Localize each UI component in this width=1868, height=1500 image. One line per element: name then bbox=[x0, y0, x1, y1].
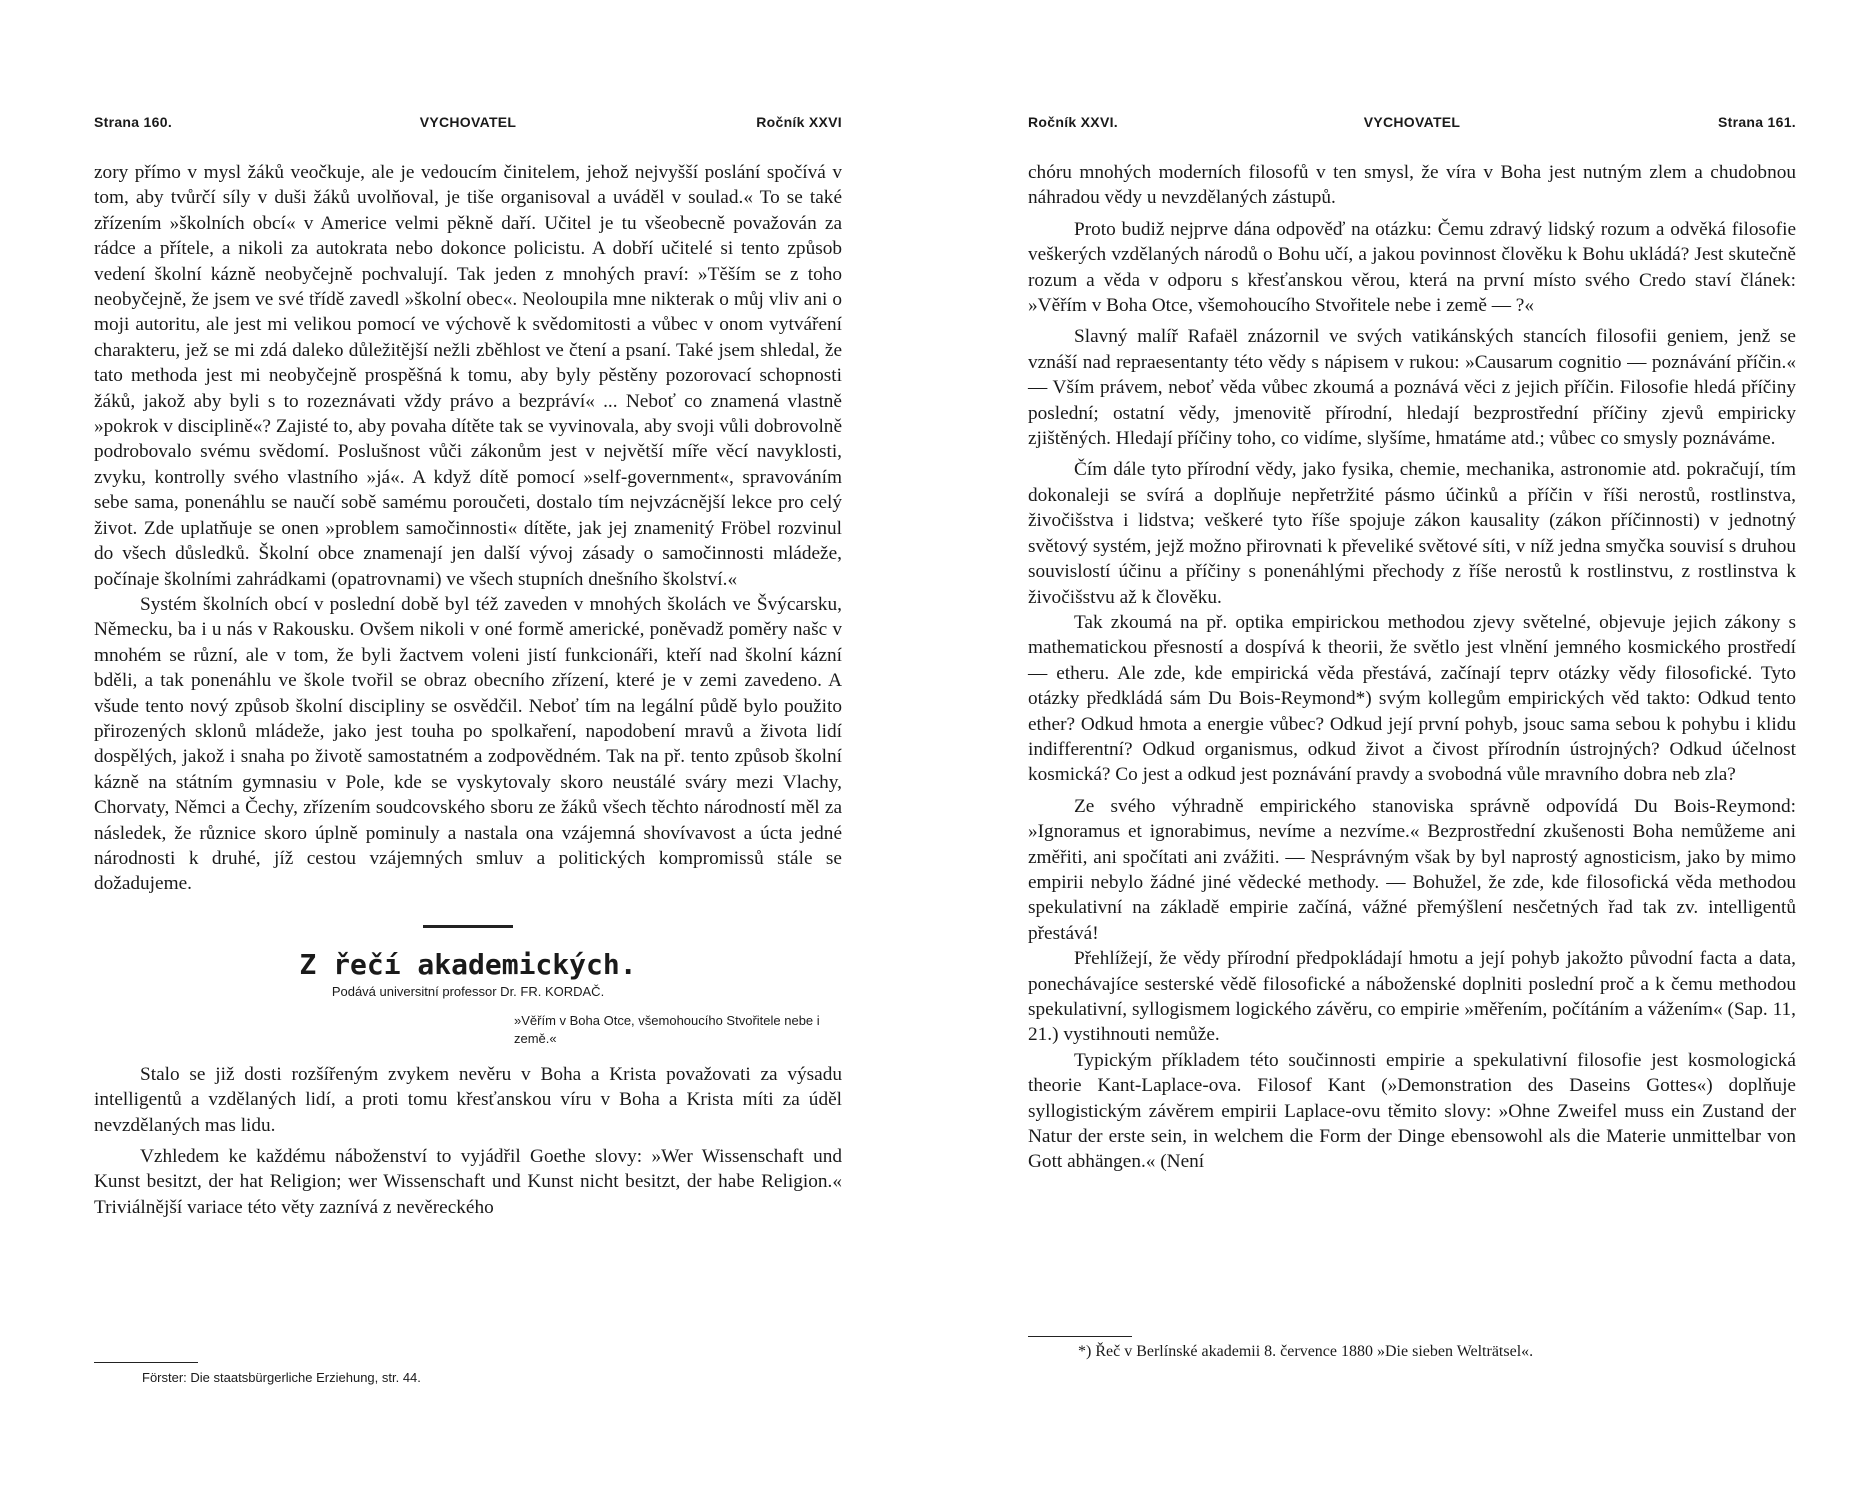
section-title: Z řečí akademických. bbox=[299, 947, 637, 981]
right-footnote-rule bbox=[1028, 1336, 1132, 1337]
left-volume: Ročník XXVI bbox=[756, 114, 842, 130]
left-body-text bbox=[94, 160, 842, 1220]
left-footnote: Förster: Die staatsbürgerliche Erziehung, str. 44. bbox=[142, 1370, 421, 1385]
right-paragraph-3: Slavný malíř Rafaël znázornil ve svých vatikánských stancích filosofii geniem, jenž se vznáší nad repraesentanty této vědy s nápisem v rukou: »Causarum cognitio — poznávání příčin.« — Vším právem, neboť věda vůbec zkoumá a poznává věci z jejich příčin. Filosofie hledá příčiny poslední; ostatní vědy, jmenovitě přírodní, hledají bezprostřední příčiny zjevů empiricky zjištěných. Hledají příčiny toho, co vidíme, slyšíme, hmatáme atd.; vůbec co smysly poznáváme. bbox=[1028, 326, 1796, 450]
left-journal-title: VYCHOVATEL bbox=[419, 114, 517, 130]
left-page-number: Strana 160. bbox=[94, 114, 173, 130]
section-epigraph: »Věřím v Boha Otce, všemohoucího Stvořitele nebe i země.« bbox=[514, 1012, 820, 1046]
right-body-text bbox=[1028, 160, 1796, 1175]
right-page bbox=[1022, 0, 1802, 1500]
left-paragraph-3: Stalo se již dosti rozšířeným zvykem nevěru v Boha a Krista považovati za výsadu intelligentů a vzdělaných lidí, a proti tomu křesťanskou víru v Boha a Krista míti za úděl nevzdělaných mas lidu. bbox=[94, 1063, 842, 1136]
right-paragraph-8: Typickým příkladem této součinnosti empirie a spekulativní filosofie jest kosmologická theorie Kant-Laplace-ova. Filosof Kant (»Demonstration des Daseins Gottes«) doplňuje syllogistickým závěrem empirii Laplace-ovu těmito slovy: »Ohne Zweifel muss ein Zustand der Natur der erste sein, in welchem die Form der Dinge ebensowohl als die Materie unmittelbar von Gott abhängen.« (Není bbox=[1028, 1049, 1796, 1173]
right-volume: Ročník XXVI. bbox=[1028, 114, 1118, 130]
left-paragraph-2: Systém školních obcí v poslední době byl též zaveden v mnohých školách ve Švýcarsku, Německu, ba i u nás v Rakousku. Ovšem nikoli v oné formě americké, poněvadž poměry našc v mnohém se různí, ale v tom, že byli žactvem voleni jistí funkcionáři, kteří nad školní kázní bděli, a tak ponenáhlu ve škole tvořil se obraz obecního zřízení, které je v zemi zavedeno. A všude tento nový způsob školní discipliny se osvědčil. Neboť tím na legální půdě bylo použito přirozených sklonů mládeže, jako jest touha po spolkaření, napodobení mravů a života lidí dospělých, jakož i snaha po životě samostatném a zodpovědném. Tak na př. tento způsob školní kázně na státním gymnasiu v Pole, kde se vyskytovaly skoro neustálé sváry mezi Vlachy, Chorvaty, Němci a Čechy, zřízením soudcovského sboru ze žáků všech těchto národností měl za následek, že různice skoro úplně pominuly a nastala ona vzájemná shovívavost a úcta jedné národnosti k druhé, jíž cestou vzájemných smluv a politických kompromissů stále se dožadujeme. bbox=[94, 593, 842, 895]
left-paragraph-4: Vzhledem ke každému náboženství to vyjádřil Goethe slovy: »Wer Wissenschaft und Kunst besitzt, der hat Religion; wer Wissenschaft und Kunst nicht besitzt, der habe Religion.« Triviálnější variace této věty zaznívá z nevěreckého bbox=[94, 1146, 842, 1218]
left-paragraph-1: zory přímo v mysl žáků veočkuje, ale je vedoucím činitelem, jehož nejvyšší poslání spočívá v tom, aby tvůrčí síly v duši žáků uvolňoval, je tiše organisoval a uváděl v soulad.« To se také zřízením »školních obcí« v Americe velmi pěkně daří. Učitel je tu všeobecně považován za rádce a přítele, a nikoli za autokrata nebo dokonce policistu. A dobří učitelé si tento způsob vedení školní kázně neobyčejně pochvalují. Tak jeden z mnohých praví: »Těším se z toho neobyčejně, že jsem ve své třídě zavedl »školní obec«. Neoloupila mne nikterak o můj vliv ani o moji autoritu, ale jest mi velikou pomocí ve výchově k svědomitosti a vůbec v onom vytváření charakteru, jež se mi zdá daleko důležitější nežli zběhlost ve čtení a psaní. Také jsem shledal, že tato methoda jest mi neobyčejně prospěšná k tomu, aby byly pěstěny pozorovací schopnosti žáků, jakož aby byli s to rozeznávati vždy právo a bezpráví« ... Neboť co znamená vlastně »pokrok v disciplině«? Zajisté to, aby povaha dítěte tak se vyvinovala, aby svoji vůli dobrovolně podrobovalo svému svědomí. Poslušnost vůči zákonům jest v největší míře věcí navyklosti, zvyku, kontrolly svého vlastního »já«. A když dítě pomocí »self-government«, spravováním sebe sama, ponenáhlu se naučí sobě samému poroučeti, dostalo tím nejvzácnější lekce pro celý život. Zde uplatňuje se onen »problem samočinnosti« dítěte, jak jej znamenitý Fröbel rozvinul do všech důsledků. Školní obce znamenají jen další vývoj zásady o samočinnosti mládeže, počínaje školními zahrádkami (opatrovnami) ve všech stupních dnešního školství.« bbox=[94, 162, 842, 590]
right-paragraph-7: Přehlížejí, že vědy přírodní předpokládají hmotu a její pohyb jakožto původní facta a data, ponechávajíce sesterské vědě filosofické a náboženské doplniti poslední proč a k čemu methodou spekulativní, syllogismem logického závěru, co empirie »měřením, počítáním a vážením« (Sap. 11, 21.) vystihnouti nemůže. bbox=[1028, 948, 1796, 1046]
right-paragraph-2: Proto budiž nejprve dána odpověď na otázku: Čemu zdravý lidský rozum a odvěká filosofie veškerých vzdělaných národů o Bohu učí, a jakou povinnost člověku k Bohu ukládá? Jest skutečně rozum a věda v odporu s křesťanskou věrou, která na první místo svého Credo staví článek: »Věřím v Boha Otce, všemohoucího Stvořitele nebe i země — ?« bbox=[1028, 218, 1796, 317]
right-paragraph-4: Čím dále tyto přírodní vědy, jako fysika, chemie, mechanika, astronomie atd. pokračují, tím dokonaleji se svírá a doplňuje nepřetržité pásmo účinků a příčin v říši nerostů, rostlinstva, živočišstva i lidstva; veškeré tyto říše spojuje zákon kausality (zákon příčinnosti) v jednotný světový systém, jejž možno přirovnati k převeliké světové síti, v níž jedna smyčka souvisí s druhou souvislostí účinu a příčiny s ponenáhlými přechody z říše nerostů k rostlinstvu, z rostlinstva k živočišstvu až k člověku. bbox=[1028, 459, 1796, 608]
right-footnote: *) Řeč v Berlínské akademii 8. července 1880 »Die sieben Welträtsel«. bbox=[1078, 1343, 1534, 1360]
right-paragraph-6: Ze svého výhradně empirického stanoviska správně odpovídá Du Bois-Reymond: »Ignoramus et ignorabimus, nevíme a nezvíme.« Bezprostřední zkušenosti Boha nemůžeme ani změřiti, ani spočítati ani zvážiti. — Nesprávným však by byl naprostý agnosticism, jako by mimo empirii nebylo žádné jiné vědecké methody. — Bohužel, že zde, kde filosofická věda methodou spekulativní na základě empirie začíná, vážné přemýšlení nesčetných řad tak zv. intelligentů přestává! bbox=[1028, 795, 1796, 944]
left-running-head bbox=[88, 114, 848, 138]
right-paragraph-1: chóru mnohých moderních filosofů v ten smysl, že víra v Boha jest nutným zlem a chudobnou náhradou vědy u nevzdělaných zástupů. bbox=[1028, 162, 1796, 209]
right-paragraph-5: Tak zkoumá na př. optika empirickou methodou zjevy světelné, objevuje jejich zákony s mathematickou přesností a dospívá k theorii, že světlo jest vlnění jemného kosmického prostředí — etheru. Ale zde, kde empirická věda přestává, začínají teprv otázky vědy filosofické. Tyto otázky předkládá sám Du Bois-Reymond*) svým kollegům empirických věd takto: Odkud tento ether? Odkud hmota a energie vůbec? Odkud její první pohyb, jsouc sama sebou k pohybu i klidu indifferentní? Odkud organismus, odkud život a čivost přírodnín ústrojných? Odkud účelnost kosmická? Co jest a odkud jest poznávání pravdy a svobodná vůle mravního dobra neb zla? bbox=[1028, 611, 1796, 786]
left-footnote-rule bbox=[94, 1362, 198, 1363]
right-page-number: Strana 161. bbox=[1717, 114, 1796, 130]
right-running-head bbox=[1022, 114, 1802, 138]
left-page bbox=[88, 0, 848, 1500]
right-journal-title: VYCHOVATEL bbox=[1363, 114, 1461, 130]
section-byline: Podává universitní professor Dr. FR. KORDAČ. bbox=[331, 983, 605, 999]
section-divider bbox=[423, 925, 513, 928]
